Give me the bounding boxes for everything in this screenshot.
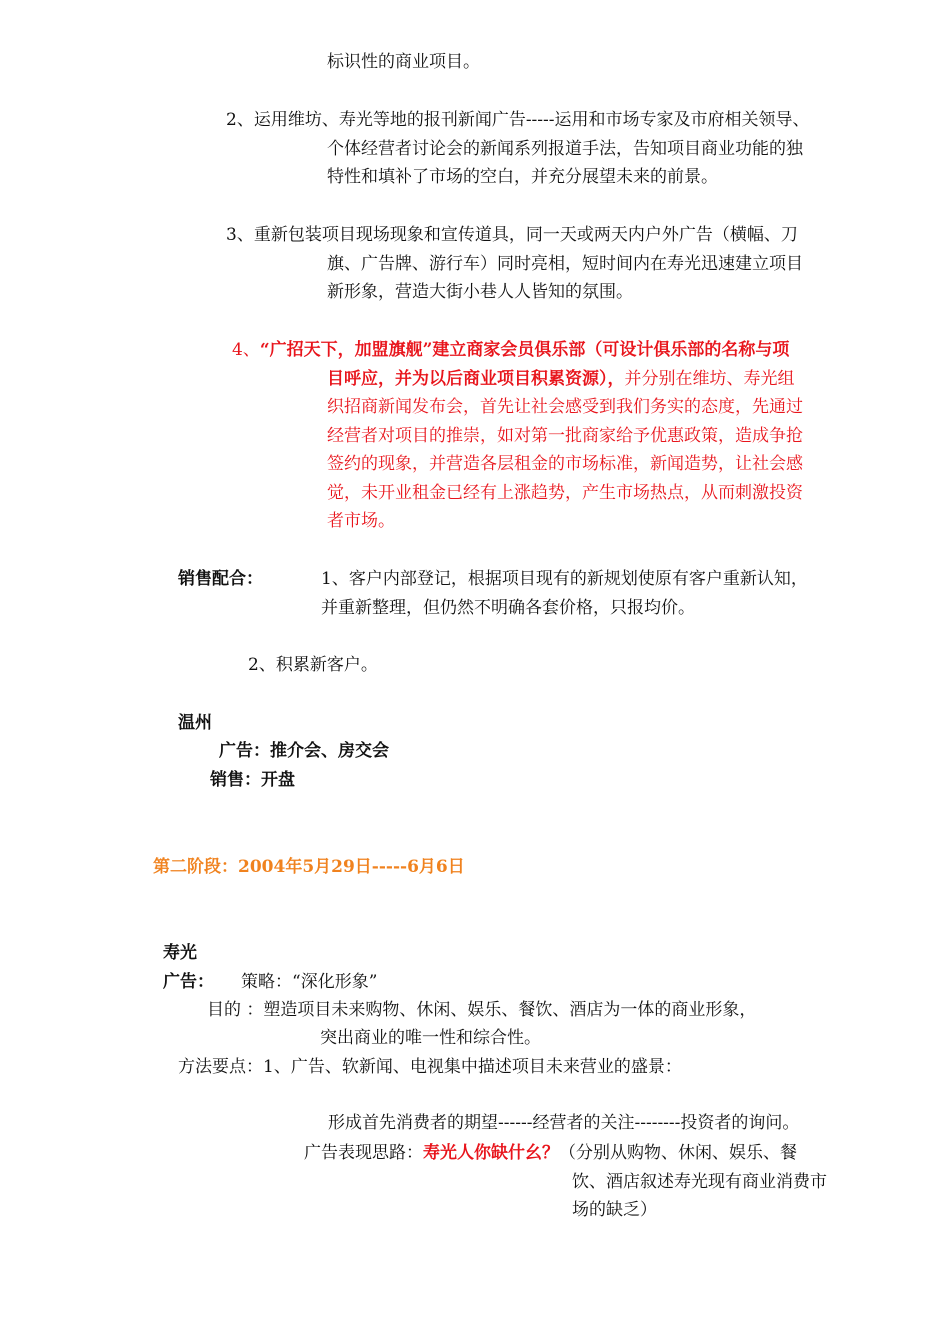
item3-line1: 3、重新包装项目现场现象和宣传道具，同一天或两天内户外广告（横幅、刀 — [226, 225, 798, 245]
shouguang-ad-label: 广告： — [163, 972, 214, 992]
shouguang-title: 寿光 — [163, 943, 197, 963]
shouguang-idea-line3: 场的缺乏） — [572, 1200, 657, 1220]
shouguang-idea-line2: 饮、酒店叙述寿光现有商业消费市 — [572, 1172, 827, 1192]
shouguang-idea-line1 — [304, 1139, 797, 1168]
item4-rest-text: 并分别在维坊、寿光组 — [624, 369, 795, 389]
item3-line3: 新形象，营造大街小巷人人皆知的氛围。 — [327, 282, 633, 302]
paragraph-line: 标识性的商业项目。 — [327, 52, 480, 72]
shouguang-method: 方法要点：1、广告、软新闻、电视集中描述项目未来营业的盛景： — [178, 1057, 682, 1077]
sales-item1-line2: 并重新整理，但仍然不明确各套价格，只报均价。 — [321, 598, 695, 618]
shouguang-goal-line2: 突出商业的唯一性和综合性。 — [320, 1028, 541, 1048]
shouguang-expect: 形成首先消费者的期望------经营者的关注--------投资者的询问。 — [328, 1113, 800, 1133]
item2-line3: 特性和填补了市场的空白，并充分展望未来的前景。 — [327, 167, 718, 187]
item4-line5: 签约的现象，并营造各层租金的市场标准，新闻造势，让社会感 — [327, 454, 803, 474]
wenzhou-title: 温州 — [178, 713, 212, 733]
idea-label: 广告表现思路： — [304, 1143, 423, 1163]
item4-line1 — [232, 336, 789, 365]
sales-item2: 2、积累新客户。 — [248, 655, 378, 675]
idea-slogan: 寿光人你缺什幺？ — [423, 1143, 559, 1163]
item4-bold-text-2: 目呼应，并为以后商业项目积累资源）， — [327, 369, 625, 389]
idea-rest: （分别从购物、休闲、娱乐、餐 — [559, 1143, 797, 1163]
item4-line7: 者市场。 — [327, 511, 395, 531]
sales-label: 销售配合： — [178, 569, 263, 589]
item4-number: 4、 — [232, 340, 260, 360]
shouguang-goal-line1: 目的 ：塑造项目未来购物、休闲、娱乐、餐饮、酒店为一体的商业形象， — [207, 1000, 757, 1020]
item4-line3: 织招商新闻发布会，首先让社会感受到我们务实的态度，先通过 — [327, 397, 803, 417]
wenzhou-ad: 广告：推介会、房交会 — [219, 741, 389, 761]
item4-bold-text: “广招天下，加盟旗舰”建立商家会员俱乐部（可设计俱乐部的名称与项 — [259, 340, 790, 360]
sales-item1-line1: 1、客户内部登记，根据项目现有的新规划使原有客户重新认知， — [321, 569, 808, 589]
item2-line1: 2、运用维坊、寿光等地的报刊新闻广告-----运用和市场专家及市府相关领导、 — [226, 110, 810, 130]
item2-line2: 个体经营者讨论会的新闻系列报道手法，告知项目商业功能的独 — [327, 139, 803, 159]
item4-line2 — [327, 365, 795, 394]
shouguang-strategy: 策略：“深化形象” — [241, 972, 378, 992]
stage2-heading: 第二阶段：2004年5月29日-----6月6日 — [153, 857, 465, 877]
item4-line4: 经营者对项目的推崇，如对第一批商家给予优惠政策，造成争抢 — [327, 426, 803, 446]
wenzhou-sale: 销售：开盘 — [210, 770, 295, 790]
item4-line6: 觉，未开业租金已经有上涨趋势，产生市场热点，从而刺激投资 — [327, 483, 803, 503]
item3-line2: 旗、广告牌、游行车）同时亮相，短时间内在寿光迅速建立项目 — [327, 254, 803, 274]
